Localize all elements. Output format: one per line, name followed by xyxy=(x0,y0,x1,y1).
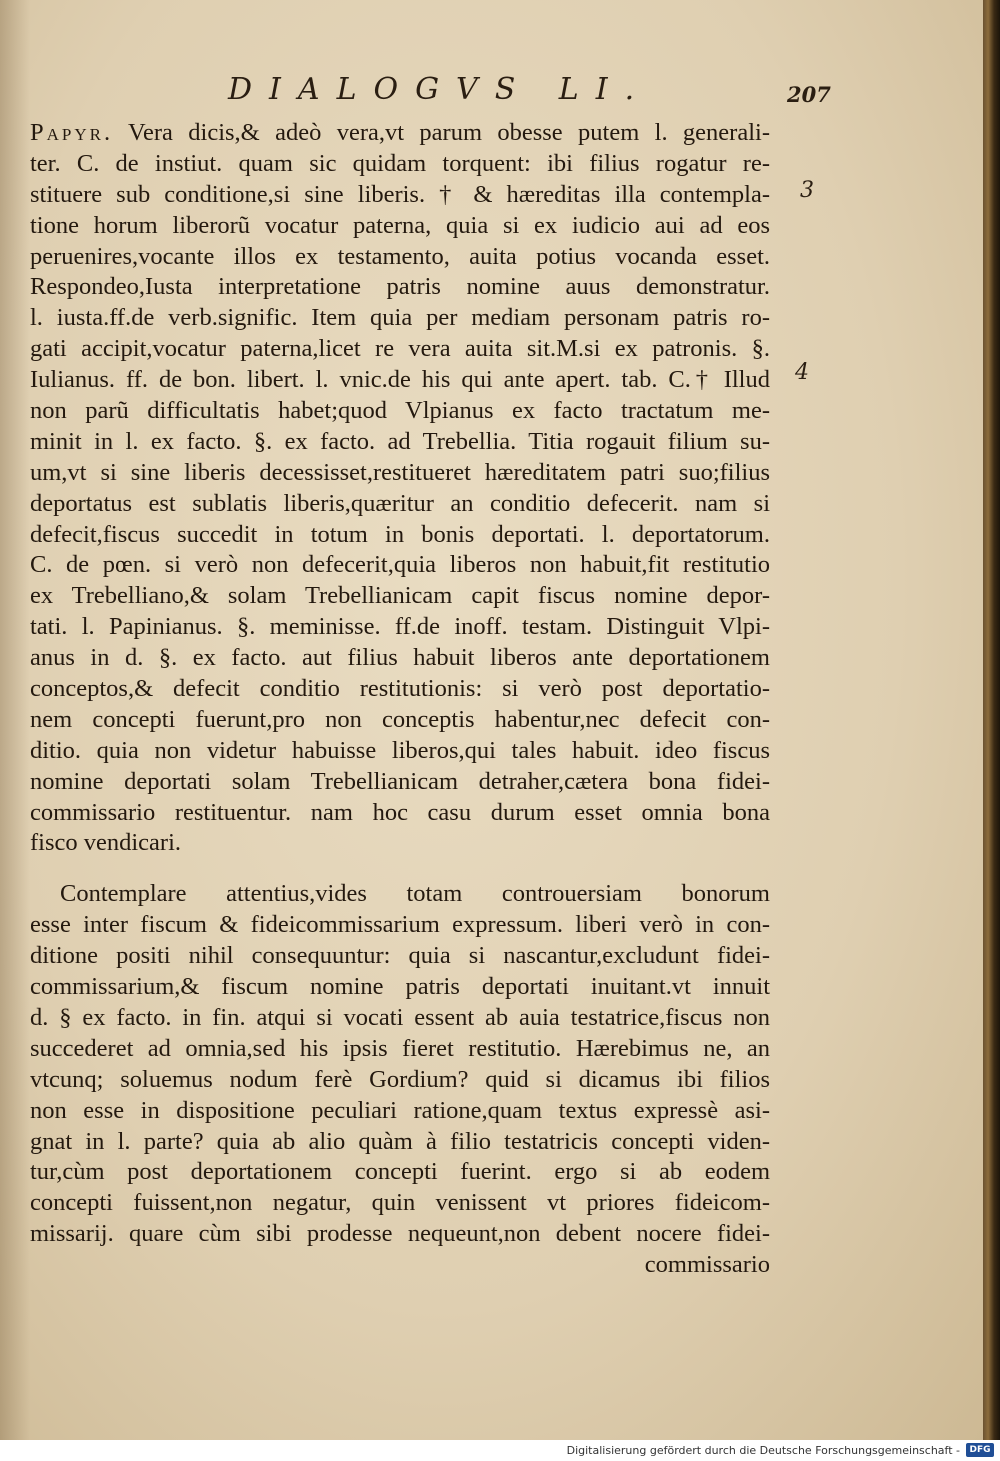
text-line: non esse in dispositione peculiari ratione,quam textus expressè asi- xyxy=(30,1096,770,1124)
paragraph-gap xyxy=(30,859,770,879)
text-line: ex Trebelliano,& solam Trebellianicam capit fiscus nomine depor- xyxy=(30,582,770,610)
line-text: Vera dicis,& adeò vera,vt parum obesse putem l. generali- xyxy=(113,119,770,146)
text-line: anus in d. §. ex facto. aut filius habuit liberos ante deportationem xyxy=(30,644,770,672)
text-line: ditione positi nihil consequuntur: quia si nascantur,excludunt fidei- xyxy=(30,942,770,970)
text-line: stituere sub conditione,si sine liberis. † & hæreditas illa contempla- xyxy=(30,180,770,208)
text-line: ditio. quia non videtur habuisse liberos,qui tales habuit. ideo fiscus xyxy=(30,736,770,764)
text-line: succederet ad omnia,sed his ipsis fieret restitutio. Hærebimus ne, an xyxy=(30,1034,770,1062)
text-line: concepti fuissent,non negatur, quin venissent vt priores fideicom- xyxy=(30,1189,770,1217)
gutter-shadow xyxy=(0,0,30,1440)
text-line: Contemplare attentius,vides totam controuersiam bonorum xyxy=(60,880,770,908)
text-line: gati accipit,vocatur paterna,licet re vera auita sit.M.si ex patronis. §. xyxy=(30,335,770,363)
marginal-note-4: 4 xyxy=(795,360,809,385)
speaker-label: Papyr. xyxy=(30,119,114,146)
text-line: minit in l. ex facto. §. ex facto. ad Trebellia. Titia rogauit filium su- xyxy=(30,427,770,455)
text-line: fisco vendicari. xyxy=(30,829,182,857)
body-text xyxy=(30,118,770,1281)
text-line: commissario restituentur. nam hoc casu durum esset omnia bona xyxy=(30,798,770,826)
text-line: nem concepti fuerunt,pro non conceptis habentur,nec defecit con- xyxy=(30,705,770,733)
page-header xyxy=(0,72,983,112)
catchword: commissario xyxy=(644,1251,770,1279)
text-line: gnat in l. parte? quia ab alio quàm à filio testatricis concepti viden- xyxy=(30,1127,770,1155)
text-line: C. de pœn. si verò non defecerit,quia liberos non habuit,fit restitutio xyxy=(30,551,770,579)
text-line xyxy=(30,118,770,149)
text-line: missarij. quare cùm sibi prodesse nequeunt,non debent nocere fidei- xyxy=(30,1220,770,1248)
running-head: DIALOGVS LI. xyxy=(228,72,652,107)
text-line: non parũ difficultatis habet;quod Vlpianus ex facto tractatum me- xyxy=(30,397,770,425)
text-line: ter. C. de instiut. quam sic quidam torquent: ibi filius rogatur re- xyxy=(30,149,770,177)
paragraph-2 xyxy=(30,879,770,1281)
page-edge xyxy=(983,0,1000,1440)
text-line: Iulianus. ff. de bon. libert. l. vnic.de his qui ante apert. tab. C.† Illud xyxy=(30,366,770,394)
text-line: conceptos,& defecit conditio restitutionis: si verò post deportatio- xyxy=(30,675,770,703)
text-line: Respondeo,Iusta interpretatione patris nomine auus demonstratur. xyxy=(30,273,770,301)
text-line: defecit,fiscus succedit in totum in bonis deportati. l. deportatorum. xyxy=(30,520,770,548)
text-line: d. § ex facto. in fin. atqui si vocati essent ab auia testatrice,fiscus non xyxy=(30,1003,770,1031)
text-line: tur,cùm post deportationem concepti fuerint. ergo si ab eodem xyxy=(30,1158,770,1186)
paragraph-1 xyxy=(30,118,770,859)
dfg-logo-icon: DFG xyxy=(966,1443,994,1457)
text-line: commissarium,& fiscum nomine patris deportati inuitant.vt innuit xyxy=(30,973,770,1001)
text-line: tati. l. Papinianus. §. meminisse. ff.de inoff. testam. Distinguit Vlpi- xyxy=(30,613,770,641)
text-line: vtcunq; soluemus nodum ferè Gordium? quid si dicamus ibi filios xyxy=(30,1065,770,1093)
text-line: deportatus est sublatis liberis,quæritur an conditio defecerit. nam si xyxy=(30,489,770,517)
footer-credit: Digitalisierung gefördert durch die Deutsche Forschungsgemeinschaft - xyxy=(566,1444,960,1457)
text-line: nomine deportati solam Trebellianicam detraher,cætera bona fidei- xyxy=(30,767,770,795)
footer-bar xyxy=(0,1440,1000,1461)
text-line: esse inter fiscum & fideicommissarium expressum. liberi verò in con- xyxy=(30,911,770,939)
marginal-note-3: 3 xyxy=(800,178,814,203)
text-line: um,vt si sine liberis decessisset,restitueret hæreditatem patri suo;filius xyxy=(30,458,770,486)
text-line: peruenires,vocante illos ex testamento, auita potius vocanda esset. xyxy=(30,242,770,270)
page-number: 207 xyxy=(787,82,831,107)
text-line: tione horum liberorũ vocatur paterna, quia si ex iudicio aui ad eos xyxy=(30,211,770,239)
text-line: l. iusta.ff.de verb.signific. Item quia per mediam personam patris ro- xyxy=(30,304,770,332)
